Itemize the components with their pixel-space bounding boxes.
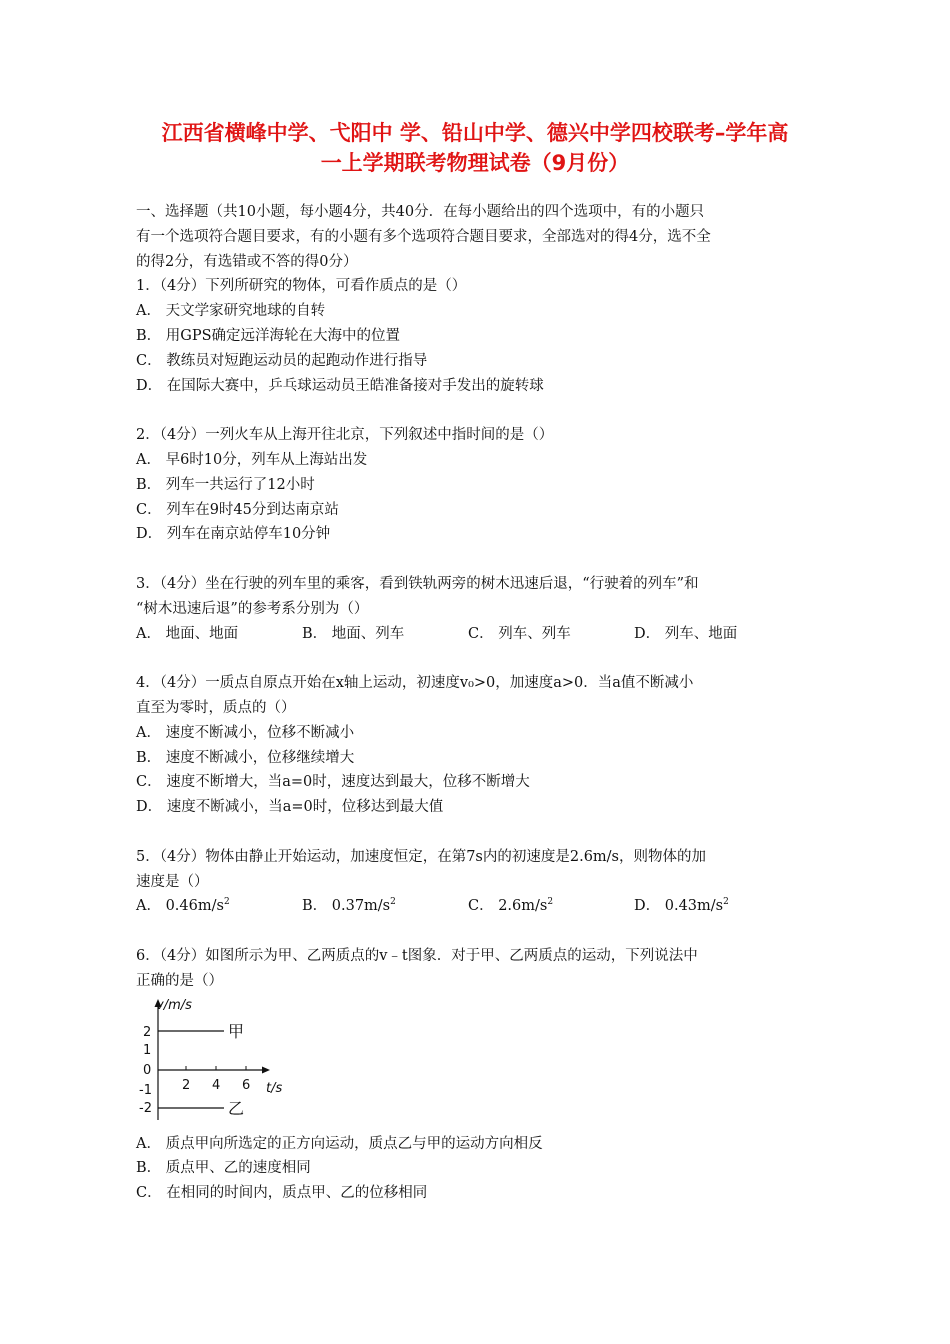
q5-stem-1: 5．（4分）物体由静止开始运动，加速度恒定，在第7s内的初速度是2.6m/s，则物体的加 [136, 848, 706, 865]
x-tick: 4 [212, 1077, 221, 1093]
q1-option-b: B． 用GPS确定远洋海轮在大海中的位置 [136, 327, 401, 344]
q4-option-a: A． 速度不断减小，位移不断减小 [136, 724, 355, 741]
title-line-2: 一上学期联考物理试卷（9月份） [320, 151, 630, 175]
q5-option-d-text: D． 0.43m/s [634, 898, 724, 915]
q1-option-d: D． 在国际大赛中，乒乓球运动员王皓准备接对手发出的旋转球 [136, 377, 544, 394]
x-axis-label: t/s [266, 1080, 283, 1096]
q2-option-a: A． 早6时10分，列车从上海站出发 [136, 451, 368, 468]
q6-option-b: B． 质点甲、乙的速度相同 [136, 1160, 311, 1177]
x-axis-arrow [262, 1066, 270, 1073]
q5-option-c-text: C． 2.6m/s [468, 898, 548, 915]
q4-stem-1: 4．（4分）一质点自原点开始在x轴上运动，初速度v₀>0，加速度a>0．当a值不断减小 [136, 675, 694, 692]
exam-content [136, 200, 816, 1206]
q5-option-b [302, 894, 468, 919]
q3-option-d: D． 列车、地面 [634, 625, 738, 642]
q5-option-b-exp: 2 [390, 897, 396, 908]
q3-stem-1: 3．（4分）坐在行驶的列车里的乘客，看到铁轨两旁的树木迅速后退，“行驶着的列车”和 [136, 575, 699, 592]
q5-option-d [634, 894, 800, 919]
q4-option-b: B． 速度不断减小，位移继续增大 [136, 749, 355, 766]
q2-option-b: B． 列车一共运行了12小时 [136, 476, 315, 493]
q3-option-b: B． 地面、列车 [302, 625, 405, 642]
y-tick: -1 [139, 1082, 152, 1098]
y-axis-label: v/m/s [156, 997, 192, 1013]
q2-option-d: D． 列车在南京站停车10分钟 [136, 526, 331, 543]
q5-option-a-exp: 2 [223, 897, 230, 908]
q4-option-d: D． 速度不断减小，当a=0时，位移达到最大值 [136, 799, 444, 816]
line-yi-label: 乙 [228, 1098, 245, 1118]
q6-option-c: C． 在相同的时间内，质点甲、乙的位移相同 [136, 1185, 428, 1202]
x-tick: 6 [242, 1077, 251, 1093]
section-instructions-1: 一、选择题（共10小题，每小题4分，共40分．在每小题给出的四个选项中，有的小题只 [136, 204, 705, 220]
q1-option-c: C． 教练员对短跑运动员的起跑动作进行指导 [136, 352, 428, 369]
section-instructions-2: 有一个选项符合题目要求，有的小题有多个选项符合题目要求，全部选对的得4分，选不全 [136, 228, 711, 245]
q6-stem-2: 正确的是（） [136, 972, 223, 989]
q1-option-a: A． 天文学家研究地球的自转 [136, 303, 326, 320]
y-tick: 2 [143, 1024, 152, 1040]
line-jia-label: 甲 [228, 1021, 245, 1041]
q1-stem: 1．（4分）下列所研究的物体，可看作质点的是（） [136, 278, 467, 295]
q2-stem: 2．（4分）一列火车从上海开往北京，下列叙述中指时间的是（） [136, 427, 554, 444]
q5-option-b-text: B． 0.37m/s [302, 898, 391, 915]
y-tick: 0 [143, 1062, 152, 1078]
q5-option-d-exp: 2 [723, 897, 729, 908]
y-tick: 1 [143, 1042, 152, 1058]
title-line-1: 江西省横峰中学、弋阳中 学、铅山中学、德兴中学四校联考–学年高 [161, 121, 789, 145]
q3-options [136, 622, 816, 647]
q5-option-a [136, 894, 302, 919]
q3-option-a: A． 地面、地面 [136, 625, 239, 642]
y-tick: -2 [139, 1100, 152, 1116]
x-tick: 2 [182, 1077, 191, 1093]
q6-stem-1: 6．（4分）如图所示为甲、乙两质点的v﹣t图象．对于甲、乙两质点的运动，下列说法中 [136, 947, 698, 964]
exam-title [120, 118, 830, 178]
q3-stem-2: “树木迅速后退”的参考系分别为（） [136, 600, 369, 617]
q5-option-c [468, 894, 634, 919]
q6-option-a: A． 质点甲向所选定的正方向运动，质点乙与甲的运动方向相反 [136, 1135, 543, 1152]
q4-stem-2: 直至为零时，质点的（） [136, 699, 296, 716]
q2-option-c: C． 列车在9时45分到达南京站 [136, 501, 339, 518]
section-instructions-3: 的得2分，有选错或不答的得0分） [136, 253, 358, 270]
q5-options [136, 894, 816, 919]
vt-graph [136, 996, 296, 1126]
q5-option-a-text: A． 0.46m/s [136, 898, 224, 915]
q5-stem-2: 速度是（） [136, 873, 209, 890]
q4-option-c: C． 速度不断增大，当a=0时，速度达到最大，位移不断增大 [136, 774, 530, 791]
q3-option-c: C． 列车、列车 [468, 625, 571, 642]
q5-option-c-exp: 2 [547, 897, 554, 908]
